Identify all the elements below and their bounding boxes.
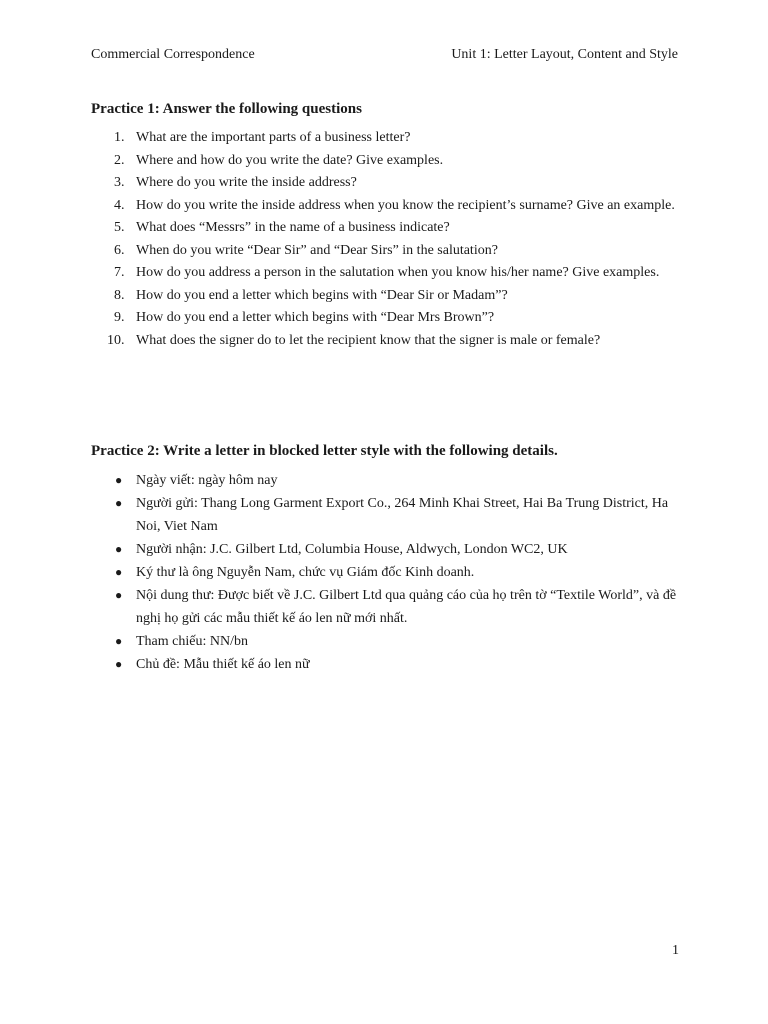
question-number: 8. (114, 287, 125, 303)
question-text: What does the signer do to let the recipient know that the signer is male or female? (136, 332, 601, 348)
page-header (91, 47, 678, 63)
detail-text: Ký thư là ông Nguyễn Nam, chức vụ Giám đốc Kinh doanh. (136, 565, 475, 580)
detail-item (91, 653, 691, 676)
bullet-icon: ● (115, 634, 123, 648)
detail-item (91, 492, 691, 538)
question-item (91, 217, 691, 240)
question-item (91, 262, 691, 285)
detail-text: Người gửi: Thang Long Garment Export Co., 264 Minh Khai Street, Hai Ba Trung District, Ha Noi, Viet Nam (136, 496, 669, 534)
question-number: 6. (114, 242, 125, 258)
question-number: 9. (114, 310, 125, 325)
bullet-icon: ● (115, 473, 123, 487)
question-text: How do you write the inside address when you know the recipient’s surname? Give an example. (136, 197, 675, 213)
bullet-icon: ● (115, 565, 123, 579)
detail-item (91, 630, 691, 653)
question-number: 3. (114, 175, 125, 190)
bullet-icon: ● (115, 496, 123, 510)
bullet-icon: ● (115, 657, 123, 671)
question-text: How do you end a letter which begins with “Dear Mrs Brown”? (136, 310, 495, 325)
practice1-question-list (91, 127, 691, 352)
header-course-title: Commercial Correspondence (91, 47, 255, 62)
question-number: 1. (114, 130, 125, 145)
practice2-detail-list (91, 469, 691, 676)
question-number: 7. (114, 265, 125, 280)
question-item (91, 240, 691, 263)
question-item (91, 307, 691, 330)
question-text: Where and how do you write the date? Give examples. (136, 152, 444, 168)
question-text: How do you end a letter which begins with “Dear Sir or Madam”? (136, 287, 508, 303)
detail-text: Chủ đề: Mẫu thiết kế áo len nữ (136, 657, 310, 672)
question-text: What are the important parts of a business letter? (136, 130, 411, 145)
detail-text: Tham chiếu: NN/bn (136, 634, 248, 649)
question-text: How do you address a person in the salutation when you know his/her name? Give examples. (136, 265, 660, 280)
practice2-heading: Practice 2: Write a letter in blocked letter style with the following details. (91, 443, 558, 459)
question-number: 10. (107, 332, 125, 348)
practice1-heading: Practice 1: Answer the following questions (91, 101, 362, 117)
question-item (91, 330, 691, 353)
detail-text: Nội dung thư: Được biết về J.C. Gilbert Ltd qua quảng cáo của họ trên tờ “Textile World”, và đề nghị họ gửi các mẫu thiết kế áo len nữ mới nhất. (136, 588, 677, 626)
question-text: What does “Messrs” in the name of a business indicate? (136, 220, 450, 235)
page-number: 1 (672, 943, 679, 958)
question-item (91, 285, 691, 308)
detail-item (91, 469, 691, 492)
question-number: 4. (114, 197, 125, 213)
question-number: 5. (114, 220, 125, 235)
question-item (91, 150, 691, 173)
detail-text: Người nhận: J.C. Gilbert Ltd, Columbia House, Aldwych, London WC2, UK (136, 542, 568, 557)
question-item (91, 195, 691, 218)
question-item (91, 127, 691, 150)
detail-item (91, 584, 691, 630)
header-unit-title: Unit 1: Letter Layout, Content and Style (451, 47, 678, 62)
detail-text: Ngày viết: ngày hôm nay (136, 473, 278, 488)
question-number: 2. (114, 152, 125, 168)
question-item (91, 172, 691, 195)
question-text: Where do you write the inside address? (136, 175, 357, 190)
bullet-icon: ● (115, 588, 123, 602)
detail-item (91, 538, 691, 561)
detail-item (91, 561, 691, 584)
bullet-icon: ● (115, 542, 123, 556)
question-text: When do you write “Dear Sir” and “Dear Sirs” in the salutation? (136, 242, 498, 258)
